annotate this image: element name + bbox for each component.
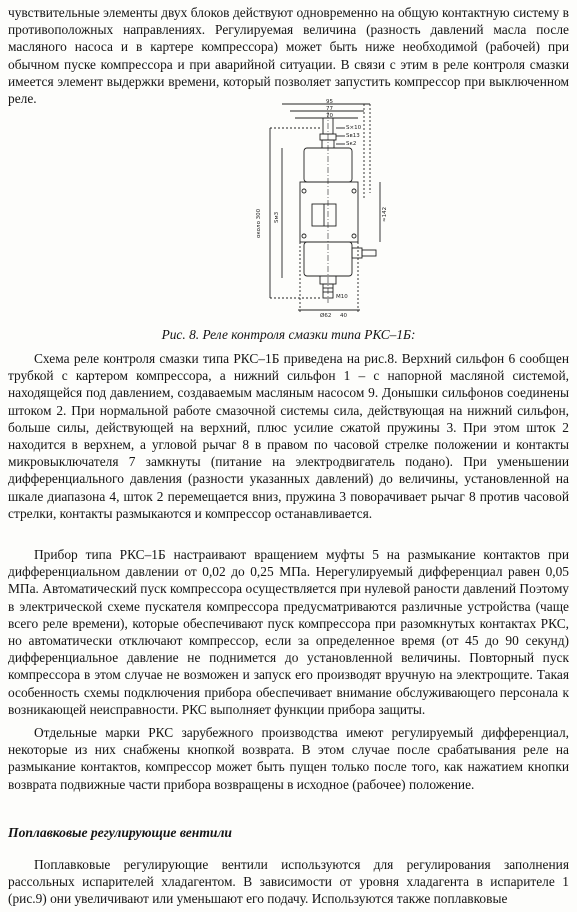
figure-caption: Рис. 8. Реле контроля смазки типа РКС–1Б: bbox=[161, 327, 416, 342]
dim-label-top-2: 77 bbox=[326, 106, 333, 112]
paragraph-scheme: Схема реле контроля смазки типа РКС–1Б приведена на рис.8. Верхний сильфон 6 сообщен трубкой с картером компрессора, а нижний сильфон 1 – с напорной масляной системой, находящейся под давлением, создаваемым масляным насосом 9. Донышки сильфонов соединены штоком 2. При нормальной работе смазочной системы сила, действующая на нижний сильфон, больше силы, действующей на верхний, плюс усилие сжатой пружины 3. При этом шток 2 находится в верхнем, а угловой рычаг 8 в правом по часовой стрелке положении и контакты микровыключателя 7 замкнуты (питание на электродвигатель подано). При уменьшении дифференциального давления (разности указанных давлений) до величины, установленной на шкале диапазона 4, шток 2 перемещается вниз, пружина 3 поворачивает рычаг 8 против часовой стрелки, контакты размыкаются и компрессор останавливается. bbox=[8, 351, 569, 521]
section-heading: Поплавковые регулирующие вентили bbox=[8, 825, 232, 840]
dim-label-top-3: 70 bbox=[326, 113, 333, 119]
fitting-label-c: Ѕк2 bbox=[346, 141, 357, 147]
dim-label-mid: Ѕм3 bbox=[274, 211, 280, 223]
dim-label-bottom-2: 40 bbox=[340, 313, 347, 319]
paragraph-intro: чувствительные элементы двух блоков действуют одновременно на общую контактную систему в противоположных направлениях. Регулируемая величина (разность давлений масла после масляного насоса и в картере компрессора) может быть ниже необходимой (рабочей) при обычном пуске компрессора и при аварийной ситуации. В связи с этим в реле контроля смазки имеется элемент выдержки времени, который позволяет запустить компрессор при выключенном реле. bbox=[8, 5, 569, 107]
relay-drawing bbox=[240, 98, 400, 320]
dim-label-right: ≈142 bbox=[382, 206, 388, 222]
paragraph-foreign: Отдельные марки РКС зарубежного производства имеют регулируемый дифференциал, некоторые из них снабжены кнопкой возврата. В этом случае после срабатывания реле на размыкание контактов, компрессор может быть пущен только после того, как нажатием кнопки возврата подвижные части прибора возвращены в исходное (рабочее) положение. bbox=[8, 725, 569, 792]
dim-label-top-1: 95 bbox=[326, 99, 333, 105]
dim-label-bottom: Ø62 bbox=[320, 313, 332, 319]
fitting-label-b: Ѕв13 bbox=[346, 133, 360, 139]
dim-label-left: около 300 bbox=[256, 208, 262, 238]
paragraph-setup: Прибор типа РКС–1Б настраивают вращением муфты 5 на размыкание контактов при дифференциальном давлении от 0,02 до 0,25 МПа. Нерегулируемый дифференциал равен 0,05 МПа. Автоматический пуск компрессора осуществляется при нулевой раности давлений Поэтому в электрической схеме пускателя компрессора предусматриваются различные устройства (чаще всего реле времени), которые обеспечивают пуск компрессора при разомкнутых контактах РКС, но автоматически отключают компрессор, если за определенное время (от 45 до 90 секунд) дифференциальное давление не поднимется до установленной величины. Повторный пуск компрессора в этом случае не возможен и запуск его производят вручную на электрощите. Такая особенность схемы подключения прибора обеспечивает внимание обслуживающего персонала к возникающей неисправности. РКС выполняет функции прибора защиты. bbox=[8, 547, 569, 717]
fitting-label-a: Ѕ×10 bbox=[346, 125, 362, 131]
paragraph-float-valves: Поплавковые регулирующие вентили используются для регулирования заполнения рассольных испарителей хладагентом. В зависимости от уровня хладагента в испарителе 1 (рис.9) они увеличивают или уменьшают его подачу. Используются также поплавковые bbox=[8, 857, 569, 907]
thread-label: М10 bbox=[336, 294, 348, 300]
